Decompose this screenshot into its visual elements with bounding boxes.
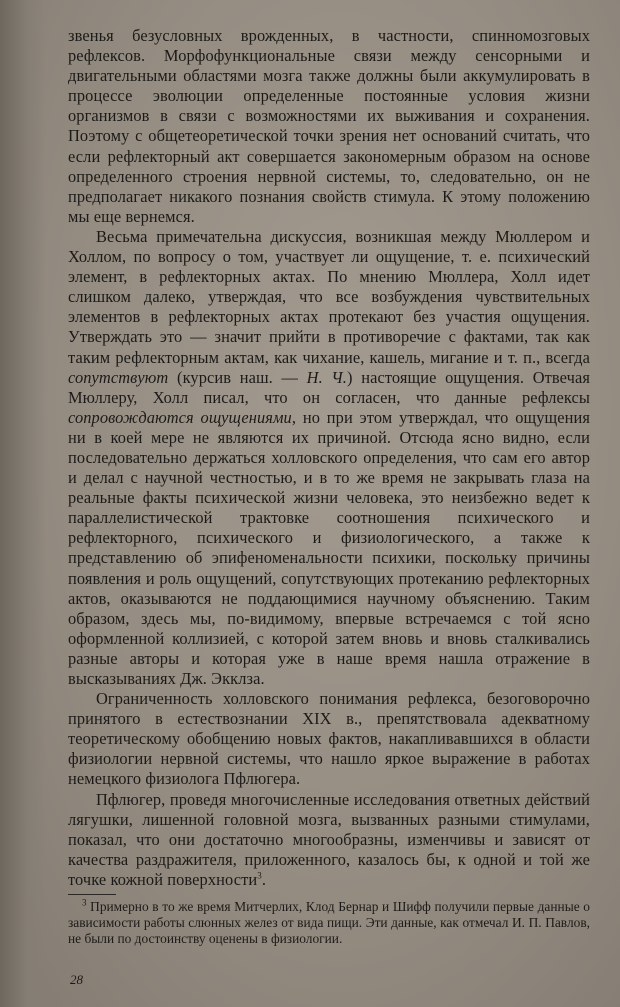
italic-text: сопровождаются ощущениями xyxy=(68,407,292,427)
body-text xyxy=(68,26,590,890)
text-run: ) настоящие ощущения. Отвечая Мюллеру, Холл писал, что он согласен, что данные рефлексы xyxy=(68,367,590,407)
text-run: , но при этом утверждал, что ощущения ни в коей мере не являются их причиной. Отсюда ясно видно, если последовательно держаться холловского определения, что сам его автор и делал с научной честностью, и в то же время не закрывать глаза на реальные факты психической жизни человека, это неизбежно ведет к параллелистической трактовке соотношения психического и рефлекторного, психического и физиологического, а также к представлению об эпифеноменальности психики, поскольку причины появления и роль ощущений, сопутствующих протеканию рефлекторных актов, оказываются не поддающимися научному объяснению. Таким образом, здесь мы, по-видимому, впервые встречаемся с той ясно оформленной коллизией, с которой затем вновь и вновь сталкивались разные авторы и которая уже в наше время нашла отражение в высказываниях Дж. Экклза. xyxy=(68,407,590,688)
paragraph-4 xyxy=(68,790,590,890)
footnote-marker: 3 xyxy=(82,897,87,908)
text-run: . xyxy=(261,869,267,889)
footnote-reference: 3 xyxy=(257,870,262,881)
footnote-separator xyxy=(68,894,116,895)
text-run: (курсив наш. — xyxy=(168,367,307,387)
footnote-text: Примерно в то же время Митчерлих, Клод Бернар и Шифф получили первые данные о зависимости работы слюнных желез от вида пищи. Эти данные, как отмечал И. П. Павлов, не были по достоинству оценены в физиологии. xyxy=(68,899,590,947)
text-run: Пфлюгер, проведя многочисленные исследования ответных действий лягушки, лишенной головной мозга, вызванных разными стимулами, показал, что они достаточно многообразны, изменчивы и зависят от качества раздражителя, приложенного, казалось бы, к одной и той же точке кожной поверхности xyxy=(68,789,590,889)
paragraph-3 xyxy=(68,689,590,789)
footnote xyxy=(68,899,590,947)
binding-shadow xyxy=(0,0,46,1007)
italic-text: сопутствуют xyxy=(68,367,169,387)
text-run: звенья безусловных врожденных, в частности, спинномозговых рефлексов. Морфофункциональные связи между сенсорными и двигательными областями мозга также должны были аккумулировать в процессе эволюции определенные постоянные условия жизни организмов в связи с возможностями их выживания и сохранения. Поэтому с общетеоретической точки зрения нет оснований считать, что если рефлекторный акт совершается закономерным образом на основе определенного строения нервной системы, то, следовательно, он не предполагает никакого познания свойств стимула. К этому положению мы еще вернемся. xyxy=(68,26,590,226)
text-run: Весьма примечательна дискуссия, возникшая между Мюллером и Холлом, по вопросу о том, участвует ли ощущение, т. е. психический элемент, в рефлекторных актах. По мнению Мюллера, Холл идет слишком далеко, утверждая, что все возбуждения чувствительных элементов в рефлекторных актах протекают без участия ощущения. Утверждать это — значит прийти в противоречие с фактами, так как таким рефлекторным актам, как чихание, кашель, мигание и т. п., всегда xyxy=(68,226,590,367)
paragraph-2 xyxy=(68,227,590,689)
italic-text: Н. Ч. xyxy=(306,367,348,387)
page-number: 28 xyxy=(70,972,83,987)
paragraph-1 xyxy=(68,26,590,227)
text-run: Ограниченность холловского понимания рефлекса, безоговорочно принятого в естествознании XIX в., препятствовала адекватному теоретическому обобщению новых фактов, накапливавшихся в области физиологии нервной системы, что нашло яркое выражение в работах немецкого физиолога Пфлюгера. xyxy=(68,689,590,789)
